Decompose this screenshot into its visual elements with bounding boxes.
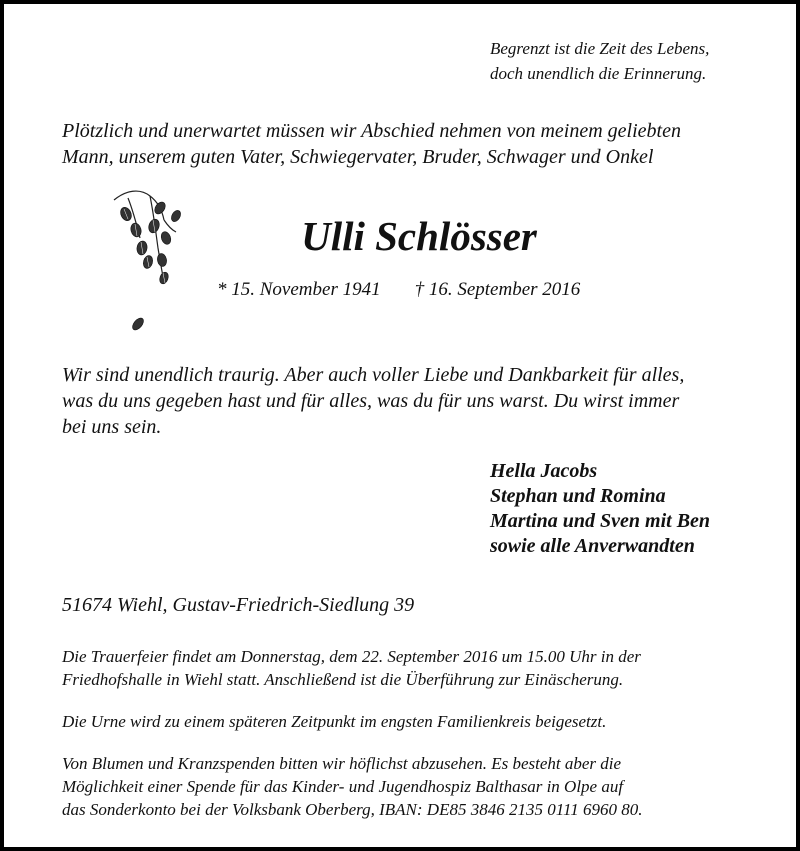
donation-line: Von Blumen und Kranzspenden bitten wir höflichst abzusehen. Es besteht aber die bbox=[62, 754, 622, 773]
urn-line: Die Urne wird zu einem späteren Zeitpunkt im engsten Familienkreis beigesetzt. bbox=[62, 712, 607, 731]
farewell-quote bbox=[62, 362, 762, 440]
mourner: Stephan und Romina bbox=[490, 485, 666, 507]
intro-text bbox=[62, 118, 762, 170]
life-dates bbox=[217, 278, 580, 302]
motto-line: doch unendlich die Erinnerung. bbox=[490, 64, 707, 83]
funeral-info bbox=[62, 645, 762, 691]
motto bbox=[490, 36, 709, 86]
funeral-line: Friedhofshalle in Wiehl statt. Anschließend ist die Überführung zur Einäscherung. bbox=[62, 670, 624, 689]
intro-line: Plötzlich und unerwartet müssen wir Abschied nehmen von meinem geliebten bbox=[62, 120, 681, 142]
urn-info bbox=[62, 710, 762, 733]
mourner: Hella Jacobs bbox=[490, 460, 598, 482]
quote-line: bei uns sein. bbox=[62, 416, 162, 438]
mourners-list bbox=[490, 459, 710, 559]
donation-line: das Sonderkonto bei der Volksbank Oberberg, IBAN: DE85 3846 2135 0111 6960 80. bbox=[62, 800, 643, 819]
donation-line: Möglichkeit einer Spende für das Kinder- und Jugendhospiz Balthasar in Olpe auf bbox=[62, 777, 624, 796]
deceased-name: Ulli Schlösser bbox=[301, 213, 537, 259]
donation-info bbox=[62, 752, 762, 821]
motto-line: Begrenzt ist die Zeit des Lebens, bbox=[490, 39, 710, 58]
funeral-line: Die Trauerfeier findet am Donnerstag, dem 22. September 2016 um 15.00 Uhr in der bbox=[62, 647, 641, 666]
quote-line: Wir sind unendlich traurig. Aber auch voller Liebe und Dankbarkeit für alles, bbox=[62, 364, 685, 386]
death-date: † 16. September 2016 bbox=[414, 279, 581, 300]
mourner: Martina und Sven mit Ben bbox=[490, 510, 711, 532]
address: 51674 Wiehl, Gustav-Friedrich-Siedlung 39 bbox=[62, 594, 415, 616]
quote-line: was du uns gegeben hast und für alles, was du für uns warst. Du wirst immer bbox=[62, 390, 680, 412]
mourner: sowie alle Anverwandten bbox=[490, 535, 695, 557]
intro-line: Mann, unserem guten Vater, Schwiegervater, Bruder, Schwager und Onkel bbox=[62, 146, 654, 168]
birth-date: * 15. November 1941 bbox=[217, 279, 381, 300]
